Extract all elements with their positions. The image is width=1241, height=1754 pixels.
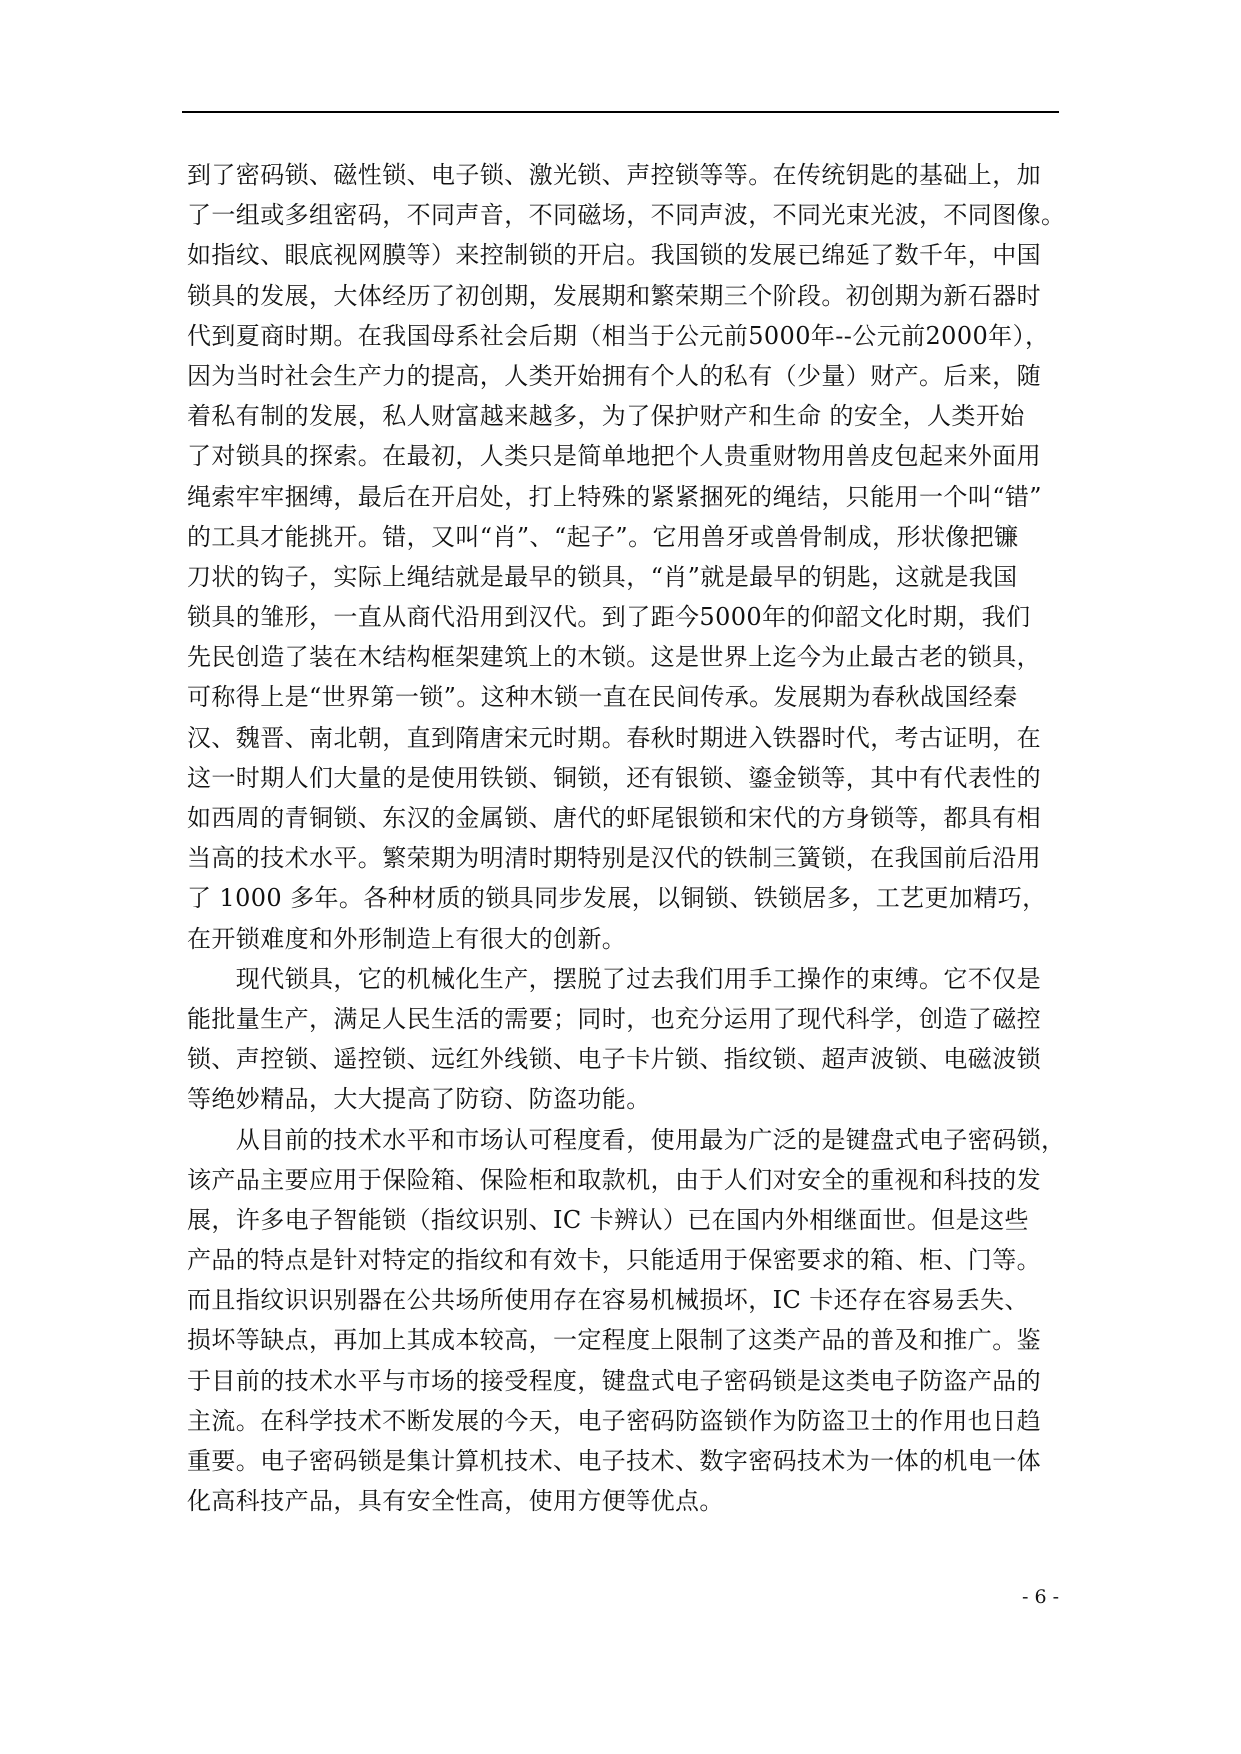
- text-line: 在开锁难度和外形制造上有很大的创新。: [187, 924, 627, 953]
- text-line: 可称得上是“世界第一锁”。这种木锁一直在民间传承。发展期为春秋战国经秦: [187, 683, 1018, 712]
- text-line: 现代锁具，它的机械化生产，摆脱了过去我们用手工操作的束缚。它不仅是: [187, 964, 1041, 993]
- text-line: 能批量生产，满足人民生活的需要；同时，也充分运用了现代科学，创造了磁控: [187, 1004, 1041, 1033]
- text-line: 等绝妙精品，大大提高了防窃、防盗功能。: [187, 1085, 651, 1114]
- text-line: 锁具的发展，大体经历了初创期，发展期和繁荣期三个阶段。初创期为新石器时: [187, 281, 1041, 310]
- text-line: 先民创造了装在木结构框架建筑上的木锁。这是世界上迄今为止最古老的锁具，: [187, 643, 1041, 672]
- text-line: 到了密码锁、磁性锁、电子锁、激光锁、声控锁等等。在传统钥匙的基础上，加: [187, 161, 1041, 189]
- text-line: 代到夏商时期。在我国母系社会后期（相当于公元前5000年--公元前2000年），: [187, 321, 1050, 350]
- text-line: 产品的特点是针对特定的指纹和有效卡，只能适用于保密要求的箱、柜、门等。: [187, 1246, 1041, 1275]
- text-line: 了对锁具的探索。在最初，人类只是简单地把个人贵重财物用兽皮包起来外面用: [187, 442, 1041, 471]
- text-line: 当高的技术水平。繁荣期为明清时期特别是汉代的铁制三簧锁，在我国前后沿用: [187, 844, 1041, 873]
- text-line: 绳索牢牢捆缚，最后在开启处，打上特殊的紧紧捆死的绳结，只能用一个叫“错”: [187, 482, 1042, 511]
- text-line: 从目前的技术水平和市场认可程度看，使用最为广泛的是键盘式电子密码锁，: [187, 1125, 1066, 1154]
- text-line: 这一时期人们大量的是使用铁锁、铜锁，还有银锁、鎏金锁等，其中有代表性的: [187, 763, 1041, 792]
- text-line: 损坏等缺点，再加上其成本较高，一定程度上限制了这类产品的普及和推广。鉴: [187, 1326, 1041, 1355]
- text-line: 于目前的技术水平与市场的接受程度，键盘式电子密码锁是这类电子防盗产品的: [187, 1366, 1041, 1395]
- text-line: 锁、声控锁、遥控锁、远红外线锁、电子卡片锁、指纹锁、超声波锁、电磁波锁: [187, 1045, 1041, 1074]
- page-number: - 6 -: [1021, 1586, 1059, 1608]
- text-line: 因为当时社会生产力的提高，人类开始拥有个人的私有（少量）财产。后来，随: [187, 361, 1041, 390]
- text-line: 了 1000 多年。各种材质的锁具同步发展，以铜锁、铁锁居多，工艺更加精巧，: [187, 884, 1047, 913]
- text-line: 而且指纹识识别器在公共场所使用存在容易机械损坏，IC 卡还存在容易丢失、: [187, 1286, 1029, 1315]
- text-line: 锁具的雏形，一直从商代沿用到汉代。到了距今5000年的仰韶文化时期，我们: [187, 603, 1031, 632]
- text-line: 了一组或多组密码，不同声音，不同磁场，不同声波，不同光束光波，不同图像。: [187, 201, 1066, 230]
- text-line: 重要。电子密码锁是集计算机技术、电子技术、数字密码技术为一体的机电一体: [187, 1447, 1041, 1475]
- text-line: 如西周的青铜锁、东汉的金属锁、唐代的虾尾银锁和宋代的方身锁等，都具有相: [187, 804, 1041, 832]
- text-line: 如指纹、眼底视网膜等）来控制锁的开启。我国锁的发展已绵延了数千年，中国: [187, 241, 1041, 270]
- text-line: 刀状的钩子，实际上绳结就是最早的锁具，“肖”就是最早的钥匙，这就是我国: [187, 562, 1018, 591]
- body-text: [187, 155, 1066, 1521]
- text-line: 展，许多电子智能锁（指纹识别、IC 卡辨认）已在国内外相继面世。但是这些: [187, 1205, 1029, 1234]
- text-line: 该产品主要应用于保险箱、保险柜和取款机，由于人们对安全的重视和科技的发: [187, 1165, 1041, 1194]
- header-rule: [182, 111, 1059, 113]
- text-line: 主流。在科学技术不断发展的今天，电子密码防盗锁作为防盗卫士的作用也日趋: [187, 1406, 1041, 1435]
- text-line: 着私有制的发展，私人财富越来越多，为了保护财产和生命 的安全，人类开始: [187, 402, 1025, 431]
- text-line: 化高科技产品，具有安全性高，使用方便等优点。: [187, 1487, 724, 1516]
- text-line: 汉、魏晋、南北朝，直到隋唐宋元时期。春秋时期进入铁器时代，考古证明，在: [187, 723, 1041, 752]
- text-line: 的工具才能挑开。错，又叫“肖”、“起子”。它用兽牙或兽骨制成，形状像把镰: [187, 522, 1019, 551]
